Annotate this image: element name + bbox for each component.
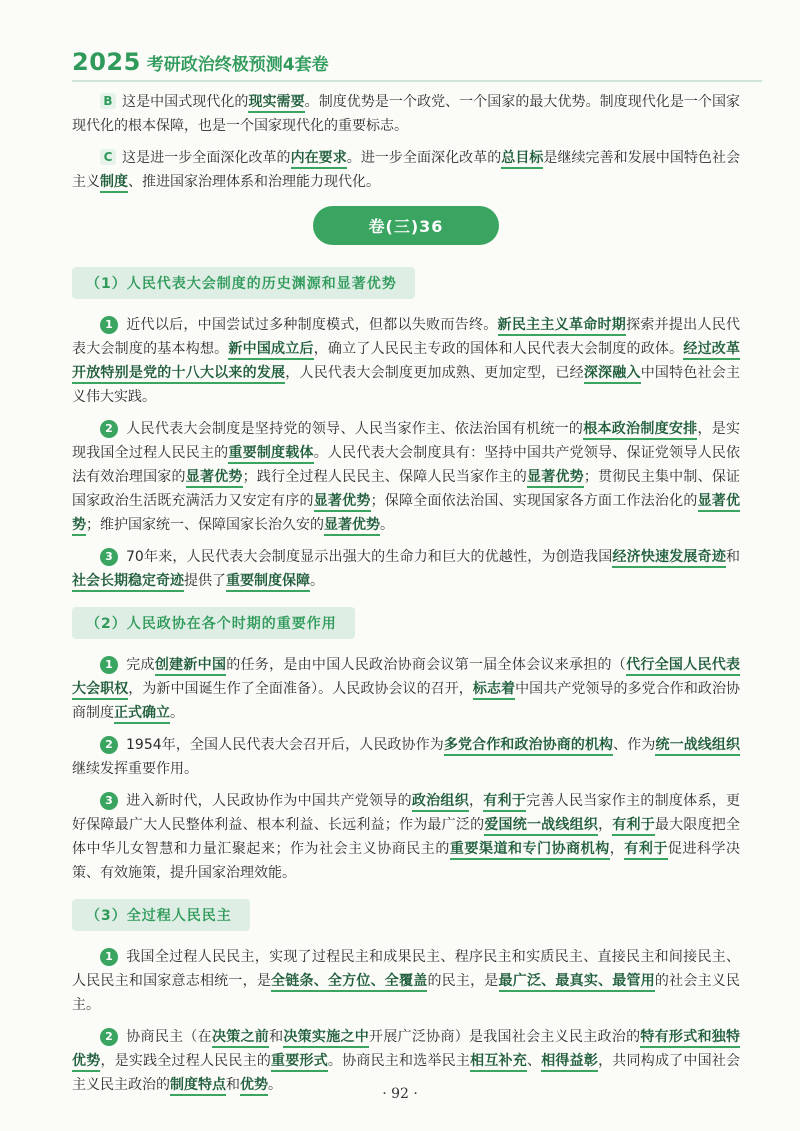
text-segment: 和 bbox=[269, 1029, 284, 1045]
keyword-highlight: 深深融入 bbox=[584, 365, 641, 384]
keyword-highlight: 多党合作和政治协商的机构 bbox=[444, 737, 613, 756]
keyword-highlight: 标志着 bbox=[473, 681, 515, 700]
keyword-highlight: 重要形式 bbox=[271, 1053, 328, 1072]
text-segment: 的民主，是 bbox=[427, 973, 499, 989]
text-segment: 中国特色社会主义伟大实践。 bbox=[72, 365, 741, 405]
keyword-highlight: 社会长期稳定奇迹 bbox=[72, 573, 184, 592]
text-segment: 探索并提出人民代表大会制度的基本构想。 bbox=[72, 317, 741, 357]
paragraph-marker: 1 bbox=[100, 656, 118, 674]
text-segment: ；践行全过程人民民主、保障人民当家作主的 bbox=[242, 469, 527, 485]
text-segment: 的社会主义民主。 bbox=[72, 973, 741, 1013]
paragraph-marker: B bbox=[100, 93, 116, 109]
text-segment: 提供了 bbox=[184, 573, 226, 589]
text-segment: 、 bbox=[526, 1053, 542, 1069]
keyword-highlight: 有利于 bbox=[483, 793, 526, 812]
text-segment: ，人民代表大会制度更加成熟、更加定型，已经 bbox=[285, 365, 584, 381]
keyword-highlight: 决策实施之中 bbox=[283, 1029, 369, 1048]
text-segment: ， bbox=[609, 841, 625, 857]
keyword-highlight: 显著优势 bbox=[324, 517, 380, 536]
keyword-highlight: 显著优势 bbox=[72, 493, 740, 536]
text-segment: 70年来，人民代表大会制度显示出强大的生命力和巨大的优越性，为创造我国 bbox=[126, 549, 613, 565]
answer-sections bbox=[72, 261, 740, 1097]
text-segment: ，是实践全过程人民民主的 bbox=[100, 1053, 272, 1069]
section-banner: （2）人民政协在各个时期的重要作用 bbox=[72, 607, 355, 639]
text-segment: ，为新中国诞生作了全面准备）。人民政协会议的召开， bbox=[128, 681, 473, 697]
text-segment: 、作为 bbox=[613, 737, 656, 753]
text-segment: 开展广泛协商）是我国社会主义民主政治的 bbox=[369, 1029, 641, 1045]
section-banner: （1）人民代表大会制度的历史渊源和显著优势 bbox=[72, 267, 415, 299]
keyword-highlight: 有利于 bbox=[612, 817, 655, 836]
text-segment: ；保障全面依法治国、实现国家各方面工作法治化的 bbox=[370, 493, 698, 509]
text-segment: 。人民代表大会制度具有：坚持中国共产党领导、保证党领导人民依法有效治理国家的 bbox=[72, 445, 741, 485]
keyword-highlight: 显著优势 bbox=[186, 469, 243, 488]
keyword-highlight: 代行全国人民代表大会职权 bbox=[72, 657, 740, 700]
header-divider bbox=[72, 80, 762, 82]
text-segment: 协商民主（在 bbox=[126, 1029, 212, 1045]
keyword-highlight: 相互补充 bbox=[470, 1053, 527, 1072]
keyword-highlight: 全链条、全方位、全覆盖 bbox=[271, 973, 427, 992]
page-content bbox=[72, 90, 740, 1105]
text-segment: ， bbox=[468, 793, 484, 809]
text-segment: 的任务，是由中国人民政治协商会议第一届全体会议来承担的（ bbox=[226, 657, 627, 673]
keyword-highlight: 决策之前 bbox=[212, 1029, 269, 1048]
text-segment: 促进科学决策、有效施策，提升国家治理效能。 bbox=[72, 841, 741, 881]
paragraph-marker: 3 bbox=[100, 548, 118, 566]
answer-section bbox=[72, 893, 740, 1097]
text-segment: ，是实现我国全过程人民民主的 bbox=[72, 421, 741, 461]
page-number: · 92 · bbox=[382, 1086, 418, 1102]
paragraph-marker: C bbox=[100, 149, 116, 165]
text-segment: 。 bbox=[170, 705, 184, 721]
answer-section bbox=[72, 261, 740, 593]
text-segment: 最大限度把全体中华儿女智慧和力量汇聚起来；作为社会主义协商民主的 bbox=[72, 817, 741, 857]
paragraph-marker: 3 bbox=[100, 792, 118, 810]
text-segment: ；维护国家统一、保障国家长治久安的 bbox=[86, 517, 324, 533]
text-segment: ，共同构成了中国社会主义民主政治的 bbox=[72, 1053, 741, 1093]
text-segment: ；贯彻民主集中制、保证国家政治生活既充满活力又安定有序的 bbox=[72, 469, 741, 509]
text-segment: 和 bbox=[726, 549, 741, 565]
keyword-highlight: 经济快速发展奇迹 bbox=[612, 549, 726, 568]
keyword-highlight: 特有形式和独特优势 bbox=[72, 1029, 740, 1072]
text-segment: 。 bbox=[268, 1077, 282, 1093]
keyword-highlight: 现实需要 bbox=[248, 94, 304, 113]
text-segment: 我国全过程人民民主，实现了过程民主和成果民主、程序民主和实质民主、直接民主和间接民主、人民民主和国家意志相统一，是 bbox=[72, 949, 740, 989]
intro-block bbox=[72, 90, 740, 194]
keyword-highlight: 最广泛、最真实、最管用 bbox=[499, 973, 655, 992]
text-segment: 进入新时代，人民政协作为中国共产党领导的 bbox=[126, 793, 412, 809]
text-segment: 、推进国家治理体系和治理能力现代化。 bbox=[128, 174, 380, 190]
keyword-highlight: 新民主主义革命时期 bbox=[498, 317, 627, 336]
text-segment: 。进一步全面深化改革的 bbox=[346, 150, 502, 166]
keyword-highlight: 根本政治制度安排 bbox=[583, 421, 697, 440]
text-segment: 中国共产党领导的多党合作和政治协商制度 bbox=[72, 681, 741, 721]
keyword-highlight: 制度 bbox=[100, 174, 128, 193]
section-banner: （3）全过程人民民主 bbox=[72, 899, 250, 931]
keyword-highlight: 相得益彰 bbox=[541, 1053, 598, 1072]
text-segment: 人民代表大会制度是坚持党的领导、人民当家作主、依法治国有机统一的 bbox=[126, 421, 584, 437]
text-segment: 完善人民当家作主的制度体系，更好保障最广大人民整体利益、根本利益、长远利益；作为最广泛的 bbox=[72, 793, 741, 833]
text-segment: 1954年，全国人民代表大会召开后，人民政协作为 bbox=[126, 737, 444, 753]
text-segment: 完成 bbox=[126, 657, 155, 673]
answer-paragraph bbox=[72, 945, 740, 1017]
text-segment: 和 bbox=[226, 1077, 240, 1093]
keyword-highlight: 政治组织 bbox=[412, 793, 469, 812]
question-pill-wrap bbox=[72, 206, 740, 245]
keyword-highlight: 创建新中国 bbox=[155, 657, 226, 676]
answer-paragraph bbox=[72, 789, 740, 885]
book-brand bbox=[72, 48, 329, 76]
keyword-highlight: 内在要求 bbox=[291, 150, 347, 169]
keyword-highlight: 统一战线组织 bbox=[655, 737, 740, 756]
keyword-highlight: 新中国成立后 bbox=[228, 341, 313, 360]
text-segment: 。 bbox=[310, 573, 324, 589]
keyword-highlight: 正式确立 bbox=[114, 705, 170, 724]
keyword-highlight: 经过改革开放特别是党的十八大以来的发展 bbox=[72, 341, 740, 384]
text-segment: 是继续完善和发展中国特色社会主义 bbox=[72, 150, 741, 190]
answer-paragraph bbox=[72, 146, 740, 194]
text-segment: 。 bbox=[380, 517, 394, 533]
text-segment: 。协商民主和选举民主 bbox=[327, 1053, 471, 1069]
brand-year: 2025 bbox=[72, 48, 141, 76]
paragraph-marker: 1 bbox=[100, 316, 118, 334]
keyword-highlight: 爱国统一战线组织 bbox=[484, 817, 598, 836]
keyword-highlight: 显著优势 bbox=[314, 493, 371, 512]
answer-paragraph bbox=[72, 417, 740, 537]
brand-title: 考研政治终极预测4套卷 bbox=[146, 55, 329, 75]
question-pill: 卷(三)36 bbox=[313, 206, 500, 245]
text-segment: 。制度优势是一个政党、一个国家的最大优势。制度现代化是一个国家现代化的根本保障，也是一个国家现代化的重要标志。 bbox=[72, 94, 741, 134]
text-segment: 近代以后，中国尝试过多种制度模式，但都以失败而告终。 bbox=[126, 317, 498, 333]
keyword-highlight: 有利于 bbox=[624, 841, 668, 860]
paragraph-marker: 2 bbox=[100, 736, 118, 754]
keyword-highlight: 重要渠道和专门协商机构 bbox=[450, 841, 610, 860]
keyword-highlight: 重要制度载体 bbox=[228, 445, 313, 464]
keyword-highlight: 重要制度保障 bbox=[226, 573, 310, 592]
answer-paragraph bbox=[72, 313, 740, 409]
keyword-highlight: 总目标 bbox=[501, 150, 543, 169]
text-segment: ，确立了人民民主专政的国体和人民代表大会制度的政体。 bbox=[313, 341, 684, 357]
paragraph-marker: 1 bbox=[100, 948, 118, 966]
text-segment: 这是进一步全面深化改革的 bbox=[122, 150, 291, 166]
answer-paragraph bbox=[72, 733, 740, 781]
paragraph-marker: 2 bbox=[100, 420, 118, 438]
keyword-highlight: 优势 bbox=[240, 1077, 268, 1096]
answer-section bbox=[72, 601, 740, 885]
answer-paragraph bbox=[72, 90, 740, 138]
paragraph-marker: 2 bbox=[100, 1028, 118, 1046]
page-header bbox=[0, 0, 800, 82]
text-segment: 继续发挥重要作用。 bbox=[72, 761, 198, 777]
text-segment: ， bbox=[598, 817, 613, 833]
answer-paragraph bbox=[72, 653, 740, 725]
keyword-highlight: 显著优势 bbox=[527, 469, 584, 488]
answer-paragraph bbox=[72, 545, 740, 593]
keyword-highlight: 制度特点 bbox=[170, 1077, 226, 1096]
text-segment: 这是中国式现代化的 bbox=[122, 94, 249, 110]
